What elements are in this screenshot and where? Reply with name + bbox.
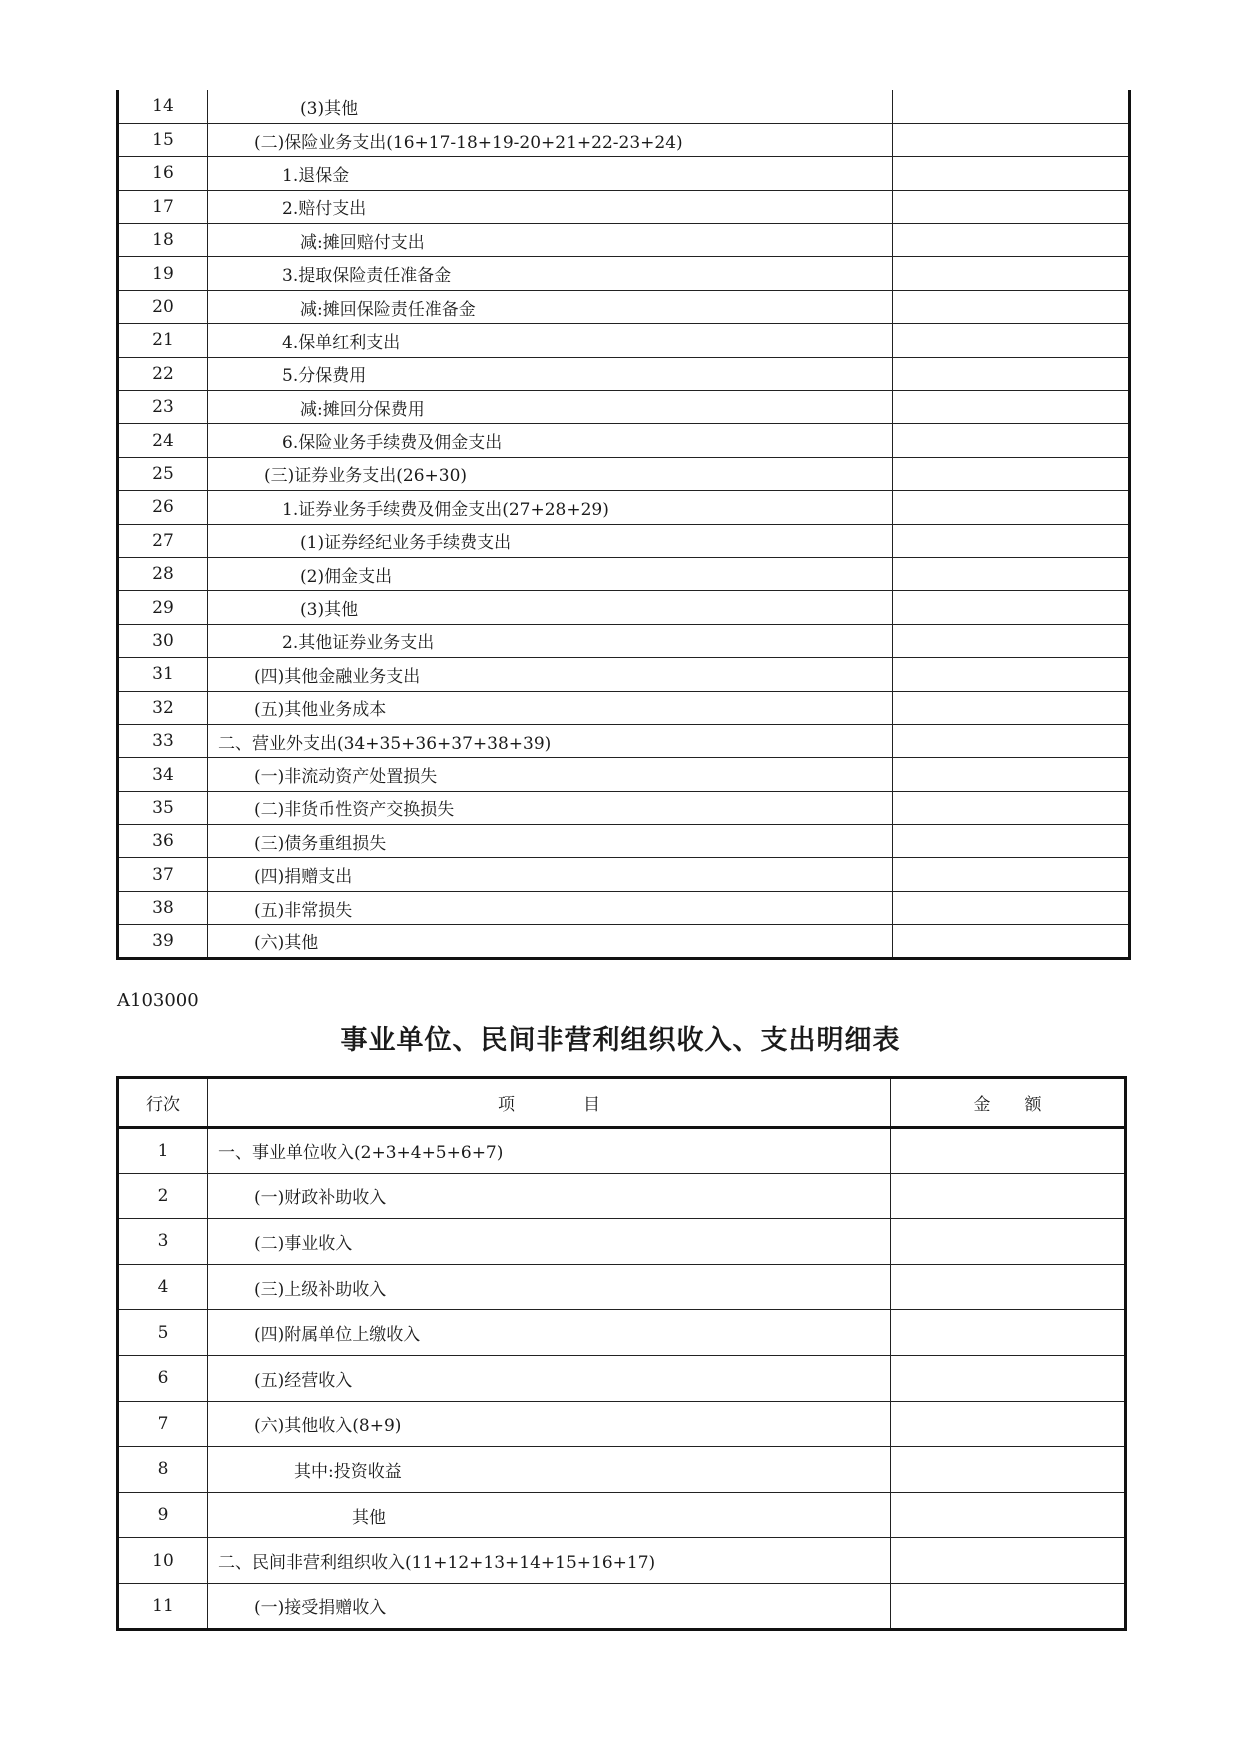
row-item: (2)佣金支出 <box>208 557 893 590</box>
table-header-row <box>118 1078 1126 1128</box>
row-number: 10 <box>118 1538 208 1584</box>
row-number: 31 <box>118 658 208 691</box>
row-number: 3 <box>118 1219 208 1265</box>
header-amount: 金 额 <box>891 1078 1126 1128</box>
row-amount-cell[interactable] <box>893 491 1130 524</box>
row-item: 一、事业单位收入(2+3+4+5+6+7) <box>208 1128 891 1174</box>
row-item: 5.分保费用 <box>208 357 893 390</box>
table-row <box>118 691 1130 724</box>
row-item: 其中:投资收益 <box>208 1447 891 1493</box>
row-amount-cell[interactable] <box>893 391 1130 424</box>
row-item: 6.保险业务手续费及佣金支出 <box>208 424 893 457</box>
table-row <box>118 123 1130 156</box>
row-amount-cell[interactable] <box>893 90 1130 123</box>
row-number: 21 <box>118 324 208 357</box>
table-row <box>118 1538 1126 1584</box>
table-row <box>118 858 1130 891</box>
table-row <box>118 290 1130 323</box>
row-item: (五)非常损失 <box>208 891 893 924</box>
table-row <box>118 1492 1126 1538</box>
row-item: (3)其他 <box>208 591 893 624</box>
row-amount-cell[interactable] <box>891 1264 1126 1310</box>
table-row <box>118 424 1130 457</box>
row-amount-cell[interactable] <box>893 825 1130 858</box>
row-item: 2.其他证券业务支出 <box>208 624 893 657</box>
row-amount-cell[interactable] <box>893 524 1130 557</box>
row-amount-cell[interactable] <box>891 1310 1126 1356</box>
table-row <box>118 324 1130 357</box>
row-amount-cell[interactable] <box>891 1492 1126 1538</box>
table-row <box>118 1310 1126 1356</box>
row-item: (五)经营收入 <box>208 1355 891 1401</box>
row-amount-cell[interactable] <box>893 891 1130 924</box>
row-number: 30 <box>118 624 208 657</box>
table-row <box>118 1401 1126 1447</box>
row-item: (四)附属单位上缴收入 <box>208 1310 891 1356</box>
row-amount-cell[interactable] <box>891 1355 1126 1401</box>
table-row <box>118 724 1130 757</box>
table-row <box>118 391 1130 424</box>
row-number: 1 <box>118 1128 208 1174</box>
row-number: 16 <box>118 157 208 190</box>
table-row <box>118 758 1130 791</box>
row-number: 33 <box>118 724 208 757</box>
row-item: 4.保单红利支出 <box>208 324 893 357</box>
row-number: 20 <box>118 290 208 323</box>
table-row <box>118 557 1130 590</box>
row-item: (二)非货币性资产交换损失 <box>208 791 893 824</box>
table-row <box>118 491 1130 524</box>
table-row <box>118 891 1130 924</box>
row-number: 26 <box>118 491 208 524</box>
header-row-number: 行次 <box>118 1078 208 1128</box>
row-number: 17 <box>118 190 208 223</box>
income-expense-detail-table <box>116 1076 1127 1631</box>
row-number: 6 <box>118 1355 208 1401</box>
row-amount-cell[interactable] <box>893 791 1130 824</box>
row-number: 37 <box>118 858 208 891</box>
row-item: 二、营业外支出(34+35+36+37+38+39) <box>208 724 893 757</box>
row-number: 29 <box>118 591 208 624</box>
row-amount-cell[interactable] <box>891 1401 1126 1447</box>
row-item: (六)其他收入(8+9) <box>208 1401 891 1447</box>
table-row <box>118 825 1130 858</box>
row-item: 二、民间非营利组织收入(11+12+13+14+15+16+17) <box>208 1538 891 1584</box>
row-amount-cell[interactable] <box>893 224 1130 257</box>
row-item: 减:摊回保险责任准备金 <box>208 290 893 323</box>
row-item: 2.赔付支出 <box>208 190 893 223</box>
table-row <box>118 1447 1126 1493</box>
row-amount-cell[interactable] <box>893 758 1130 791</box>
table-row <box>118 1219 1126 1265</box>
table-row <box>118 1264 1126 1310</box>
row-item: (五)其他业务成本 <box>208 691 893 724</box>
row-number: 9 <box>118 1492 208 1538</box>
row-amount-cell[interactable] <box>891 1128 1126 1174</box>
row-item: (三)债务重组损失 <box>208 825 893 858</box>
row-amount-cell[interactable] <box>893 591 1130 624</box>
row-amount-cell[interactable] <box>893 724 1130 757</box>
row-number: 36 <box>118 825 208 858</box>
row-amount-cell[interactable] <box>893 691 1130 724</box>
table-row <box>118 791 1130 824</box>
table-row <box>118 524 1130 557</box>
row-amount-cell[interactable] <box>893 457 1130 490</box>
row-item: (六)其他 <box>208 925 893 958</box>
row-number: 11 <box>118 1583 208 1629</box>
row-item: (一)非流动资产处置损失 <box>208 758 893 791</box>
row-amount-cell[interactable] <box>891 1583 1126 1629</box>
table-row <box>118 357 1130 390</box>
row-amount-cell[interactable] <box>893 424 1130 457</box>
row-amount-cell[interactable] <box>891 1219 1126 1265</box>
expense-detail-table-continued <box>116 90 1131 960</box>
row-item: (二)事业收入 <box>208 1219 891 1265</box>
table-row <box>118 90 1130 123</box>
row-number: 15 <box>118 123 208 156</box>
table-row <box>118 257 1130 290</box>
row-amount-cell[interactable] <box>893 157 1130 190</box>
row-amount-cell[interactable] <box>893 925 1130 958</box>
row-number: 34 <box>118 758 208 791</box>
row-number: 2 <box>118 1173 208 1219</box>
row-number: 32 <box>118 691 208 724</box>
row-item: 3.提取保险责任准备金 <box>208 257 893 290</box>
row-amount-cell[interactable] <box>893 357 1130 390</box>
table-row <box>118 1583 1126 1629</box>
table-row <box>118 224 1130 257</box>
row-amount-cell[interactable] <box>893 557 1130 590</box>
row-item: (3)其他 <box>208 90 893 123</box>
table-row <box>118 1128 1126 1174</box>
row-number: 8 <box>118 1447 208 1493</box>
row-amount-cell[interactable] <box>893 257 1130 290</box>
row-amount-cell[interactable] <box>891 1173 1126 1219</box>
row-number: 39 <box>118 925 208 958</box>
table-row <box>118 624 1130 657</box>
row-number: 4 <box>118 1264 208 1310</box>
row-amount-cell[interactable] <box>891 1538 1126 1584</box>
table-row <box>118 157 1130 190</box>
table-row <box>118 591 1130 624</box>
row-item: (四)其他金融业务支出 <box>208 658 893 691</box>
row-amount-cell[interactable] <box>893 123 1130 156</box>
row-amount-cell[interactable] <box>893 624 1130 657</box>
row-number: 23 <box>118 391 208 424</box>
header-item: 项 目 <box>208 1078 891 1128</box>
row-item: (四)捐赠支出 <box>208 858 893 891</box>
row-item: (三)证券业务支出(26+30) <box>208 457 893 490</box>
row-number: 25 <box>118 457 208 490</box>
row-number: 7 <box>118 1401 208 1447</box>
row-item: (三)上级补助收入 <box>208 1264 891 1310</box>
row-amount-cell[interactable] <box>891 1447 1126 1493</box>
table-row <box>118 457 1130 490</box>
row-number: 22 <box>118 357 208 390</box>
row-item: 1.退保金 <box>208 157 893 190</box>
row-item: 减:摊回赔付支出 <box>208 224 893 257</box>
row-number: 35 <box>118 791 208 824</box>
row-number: 24 <box>118 424 208 457</box>
row-amount-cell[interactable] <box>893 290 1130 323</box>
row-amount-cell[interactable] <box>893 858 1130 891</box>
table-row <box>118 925 1130 958</box>
row-item: (1)证券经纪业务手续费支出 <box>208 524 893 557</box>
row-item: 其他 <box>208 1492 891 1538</box>
form-title: 事业单位、民间非营利组织收入、支出明细表 <box>340 1025 901 1056</box>
row-item: 减:摊回分保费用 <box>208 391 893 424</box>
table-row <box>118 658 1130 691</box>
row-item: (一)接受捐赠收入 <box>208 1583 891 1629</box>
row-item: 1.证券业务手续费及佣金支出(27+28+29) <box>208 491 893 524</box>
row-number: 38 <box>118 891 208 924</box>
row-number: 18 <box>118 224 208 257</box>
row-amount-cell[interactable] <box>893 324 1130 357</box>
row-number: 5 <box>118 1310 208 1356</box>
table-row <box>118 190 1130 223</box>
row-number: 19 <box>118 257 208 290</box>
table-row <box>118 1355 1126 1401</box>
row-item: (二)保险业务支出(16+17-18+19-20+21+22-23+24) <box>208 123 893 156</box>
row-number: 27 <box>118 524 208 557</box>
row-number: 14 <box>118 90 208 123</box>
row-amount-cell[interactable] <box>893 190 1130 223</box>
table-row <box>118 1173 1126 1219</box>
row-amount-cell[interactable] <box>893 658 1130 691</box>
row-number: 28 <box>118 557 208 590</box>
form-code: A103000 <box>117 990 199 1011</box>
row-item: (一)财政补助收入 <box>208 1173 891 1219</box>
